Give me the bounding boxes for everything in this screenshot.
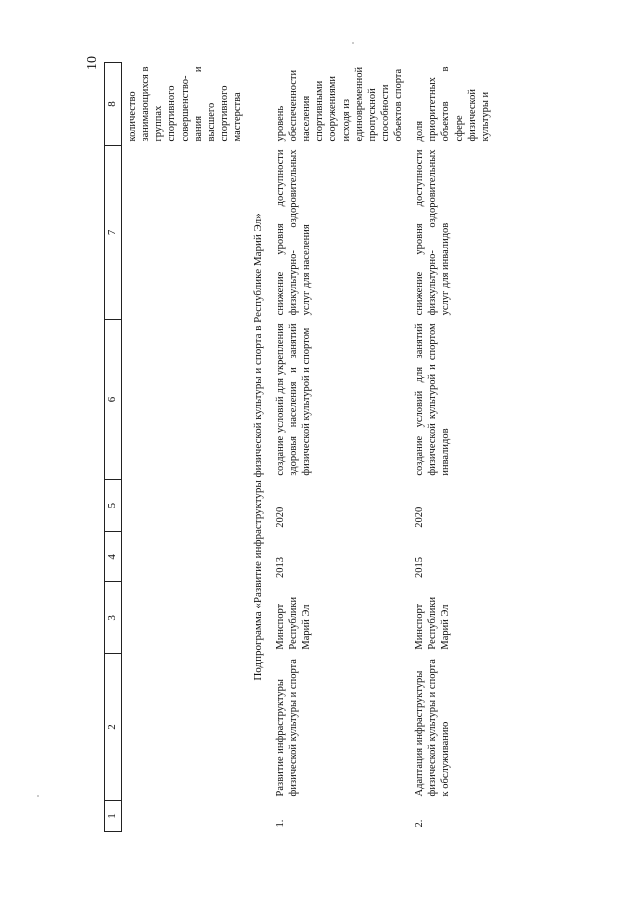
subprogram-row <box>248 63 270 832</box>
consequences: снижение уровня доступности физкультурно- оздоровительных услуг для инвалидов <box>414 149 452 316</box>
start-year: 2015 <box>414 557 426 578</box>
consequences: снижение уровня доступности физкультурно- оздоровительных услуг для населения <box>274 149 313 316</box>
executor: Минспорт Республики Марий Эл <box>414 596 452 650</box>
executor: Минспорт Республики Марий Эл <box>274 596 313 650</box>
expected-result: создание условий для укрепления здоровья населения и занятий физической культурой и спортом <box>274 323 313 476</box>
header-col-5: 5 <box>105 480 122 532</box>
indicator: уровень обеспеченности населения спортивными сооружениями исходя из единовременной пропускной способности объектов спорта <box>274 66 404 142</box>
table-header-row <box>105 63 122 832</box>
page-number: 10 <box>85 56 100 70</box>
header-col-6: 6 <box>105 319 122 479</box>
continuation-indicator: количество занимающихся в группах спортивного совершенство- вания и высшего спортивного мастерства <box>127 66 243 142</box>
end-year: 2020 <box>274 506 286 528</box>
table-row <box>270 63 409 832</box>
header-col-1: 1 <box>105 800 122 831</box>
scan-speck <box>352 42 354 44</box>
rotated-table-block <box>104 62 574 832</box>
header-col-7: 7 <box>105 146 122 320</box>
row-number: 1. <box>274 819 286 828</box>
header-col-2: 2 <box>105 654 122 801</box>
measure-name: Адаптация инфраструктуры физической культуры и спорта к обслуживанию <box>414 659 452 797</box>
table-row <box>409 63 496 832</box>
header-col-3: 3 <box>105 582 122 654</box>
continuation-row <box>122 63 249 832</box>
indicator: доля приоритетных объектов в сфере физической культуры и <box>414 66 491 142</box>
subprogram-title: Подпрограмма «Развитие инфраструктуры физической культуры и спорта в Республике Марий Эл» <box>252 213 265 681</box>
row-number: 2. <box>414 819 426 828</box>
header-col-8: 8 <box>105 63 122 146</box>
header-col-4: 4 <box>105 532 122 582</box>
start-year: 2013 <box>274 557 286 578</box>
program-table <box>104 62 496 832</box>
end-year: 2020 <box>414 506 426 528</box>
scan-speck <box>37 795 39 797</box>
measure-name: Развитие инфраструктуры физической культуры и спорта <box>274 659 299 797</box>
expected-result: создание условий для занятий физической культурой и спортом инвалидов <box>414 323 452 476</box>
